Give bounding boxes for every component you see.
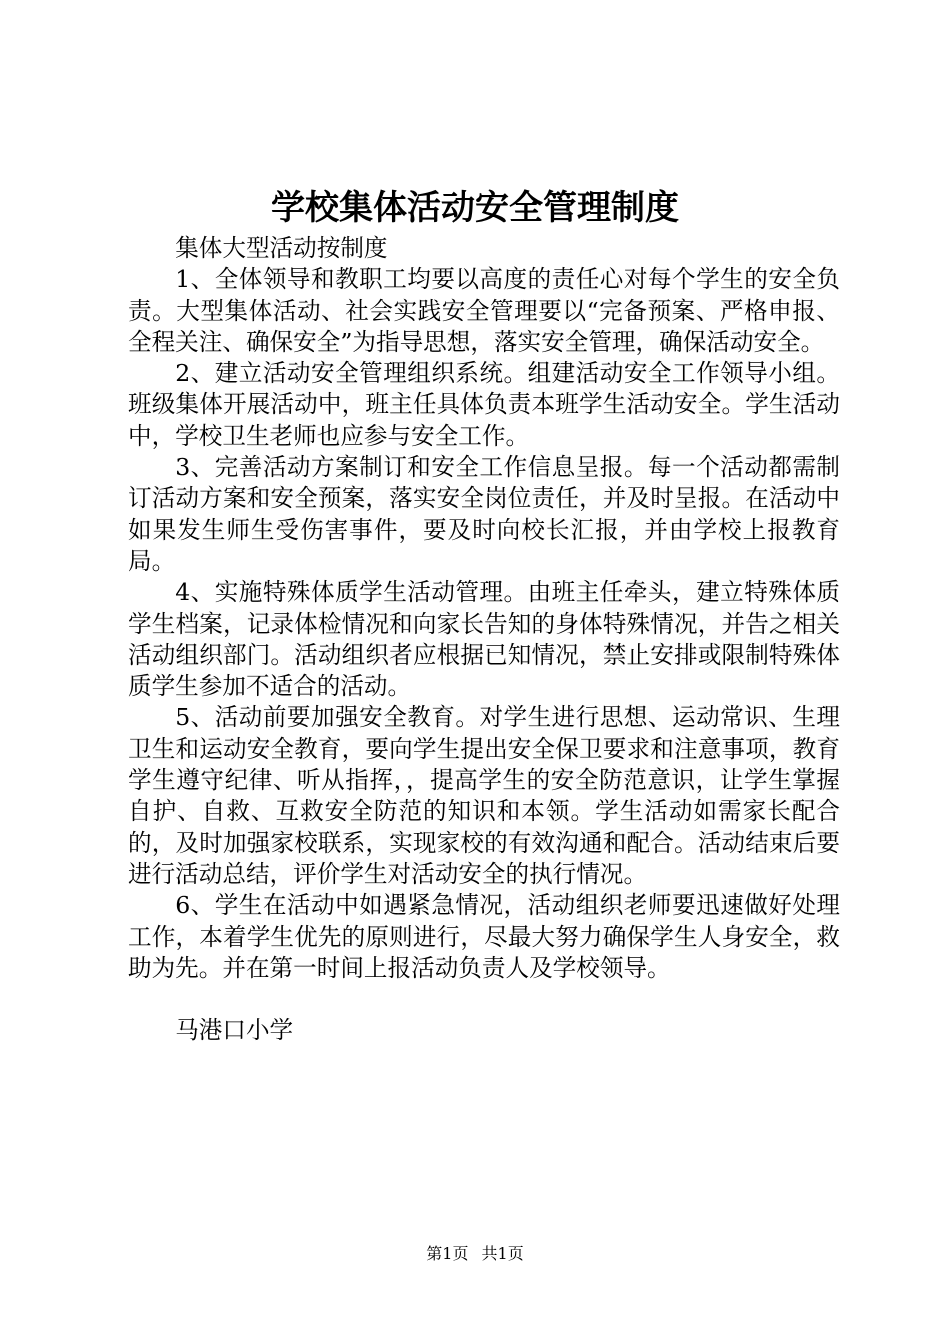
paragraph-6: 6、学生在活动中如遇紧急情况，活动组织老师要迅速做好处理工作，本着学生优先的原则进行，尽最大努力确保学生人身安全，救助为先。并在第一时间上报活动负责人及学校领导。 (128, 891, 840, 982)
paragraph-2: 2、建立活动安全管理组织系统。组建活动安全工作领导小组。班级集体开展活动中，班主任具体负责本班学生活动安全。学生活动中，学校卫生老师也应参与安全工作。 (128, 359, 840, 450)
document-title: 学校集体活动安全管理制度 (271, 188, 679, 228)
page-footer (0, 1244, 950, 1264)
document-body (128, 233, 840, 1046)
section-heading: 集体大型活动按制度 (175, 234, 388, 262)
paragraph-3: 3、完善活动方案制订和安全工作信息呈报。每一个活动都需制订活动方案和安全预案，落实安全岗位责任，并及时呈报。在活动中如果发生师生受伤害事件，要及时向校长汇报，并由学校上报教育局。 (128, 453, 840, 575)
paragraph-4: 4、实施特殊体质学生活动管理。由班主任牵头，建立特殊体质学生档案，记录体检情况和向家长告知的身体特殊情况，并告之相关活动组织部门。活动组织者应根据已知情况，禁止安排或限制特殊体质学生参加不适合的活动。 (128, 578, 840, 701)
page-number: 第1页 (426, 1244, 469, 1263)
signature: 马港口小学 (175, 1016, 294, 1045)
page-total: 共1页 (481, 1244, 524, 1263)
paragraph-5: 5、活动前要加强安全教育。对学生进行思想、运动常识、生理卫生和运动安全教育，要向学生提出安全保卫要求和注意事项，教育学生遵守纪律、听从指挥，，提高学生的安全防范意识，让学生掌握自护、自救、互救安全防范的知识和本领。学生活动如需家长配合的，及时加强家校联系，实现家校的有效沟通和配合。活动结束后要进行活动总结，评价学生对活动安全的执行情况。 (128, 703, 840, 888)
paragraph-1: 1、全体领导和教职工均要以高度的责任心对每个学生的安全负责。大型集体活动、社会实践安全管理要以“完备预案、严格申报、全程关注、确保安全”为指导思想，落实安全管理，确保活动安全。 (128, 265, 840, 356)
